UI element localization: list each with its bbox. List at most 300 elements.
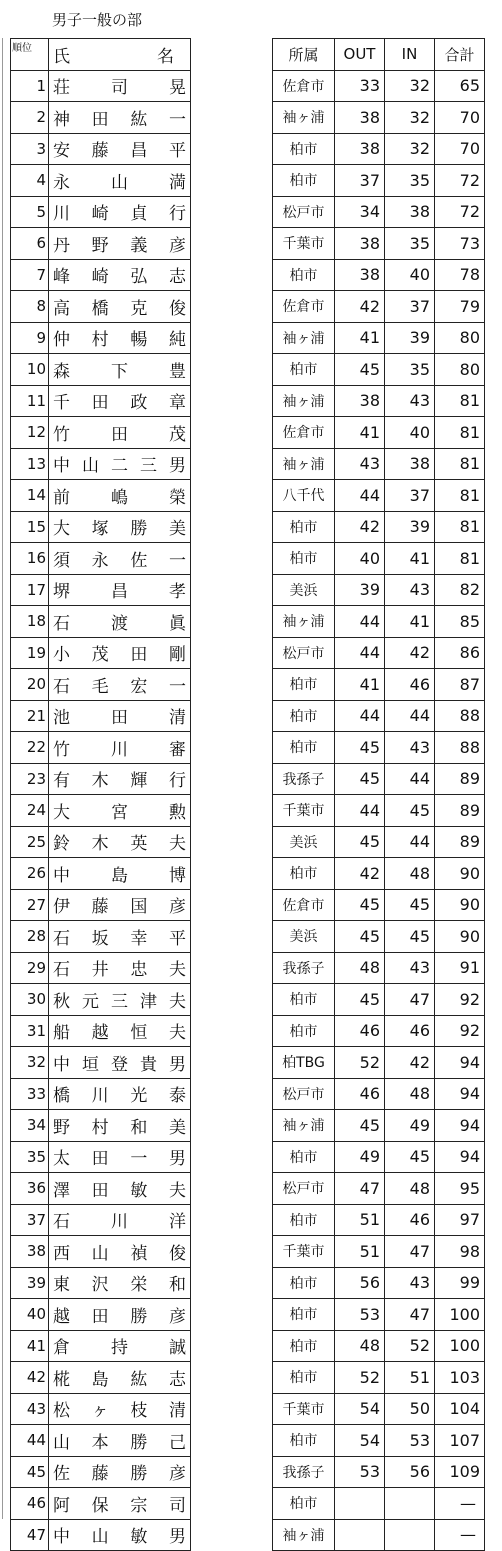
affiliation-cell: 柏市: [273, 1488, 335, 1520]
affiliation-cell: 美浜: [273, 826, 335, 858]
table-row: [11, 889, 191, 921]
name-cell: 小 茂 田 剛: [49, 637, 191, 669]
total-score-cell: 100: [435, 1330, 485, 1362]
in-score-cell: 46: [385, 669, 435, 701]
rank-cell: 10: [11, 354, 49, 386]
table-row: [273, 1425, 485, 1457]
in-score-cell: 40: [385, 259, 435, 291]
rank-cell: 3: [11, 133, 49, 165]
rank-cell: 32: [11, 1047, 49, 1079]
name-cell: 石 毛 宏 一: [49, 669, 191, 701]
name-cell: 前 嶋 榮: [49, 480, 191, 512]
out-score-cell: 39: [335, 574, 385, 606]
name-cell: 石 渡 眞: [49, 606, 191, 638]
affiliation-cell: 千葉市: [273, 228, 335, 260]
total-score-cell: 94: [435, 1110, 485, 1142]
table-row: [11, 543, 191, 575]
name-cell: 中 垣 登 貴 男: [49, 1047, 191, 1079]
out-score-cell: 38: [335, 385, 385, 417]
name-cell: 竹 川 審: [49, 732, 191, 764]
in-score-cell: 46: [385, 1015, 435, 1047]
name-cell: 椛 島 紘 志: [49, 1362, 191, 1394]
out-score-cell: 52: [335, 1047, 385, 1079]
affiliation-cell: 袖ヶ浦: [273, 385, 335, 417]
rank-cell: 31: [11, 1015, 49, 1047]
rank-cell: 39: [11, 1267, 49, 1299]
affiliation-cell: 袖ヶ浦: [273, 448, 335, 480]
name-cell: 森 下 豊: [49, 354, 191, 386]
affiliation-cell: 柏市: [273, 1267, 335, 1299]
rank-cell: 28: [11, 921, 49, 953]
out-score-cell: 48: [335, 1330, 385, 1362]
name-cell: 須 永 佐 一: [49, 543, 191, 575]
in-score-cell: 48: [385, 1173, 435, 1205]
table-row: [11, 1141, 191, 1173]
in-score-cell: 35: [385, 228, 435, 260]
in-score-cell: 38: [385, 448, 435, 480]
table-row: [11, 70, 191, 102]
rank-cell: 8: [11, 291, 49, 323]
affiliation-cell: 松戸市: [273, 196, 335, 228]
table-row: [273, 1519, 485, 1551]
name-cell: 竹 田 茂: [49, 417, 191, 449]
name-cell: 大 宮 勲: [49, 795, 191, 827]
in-score-cell: 32: [385, 133, 435, 165]
out-score-cell: 48: [335, 952, 385, 984]
total-score-cell: 94: [435, 1078, 485, 1110]
name-cell: 鈴 木 英 夫: [49, 826, 191, 858]
name-cell: 高 橋 克 俊: [49, 291, 191, 323]
out-score-cell: 46: [335, 1078, 385, 1110]
in-score-cell: [385, 1488, 435, 1520]
out-score-cell: 46: [335, 1015, 385, 1047]
table-row: [11, 1519, 191, 1551]
table-row: [273, 606, 485, 638]
header-out: OUT: [335, 39, 385, 71]
table-header-row: [273, 39, 485, 71]
name-cell: 池 田 清: [49, 700, 191, 732]
table-row: [11, 228, 191, 260]
in-score-cell: 32: [385, 70, 435, 102]
name-cell: 石 川 洋: [49, 1204, 191, 1236]
out-score-cell: 38: [335, 133, 385, 165]
affiliation-cell: 柏市: [273, 354, 335, 386]
table-row: [11, 1330, 191, 1362]
results-score-table: [272, 38, 485, 1551]
affiliation-cell: 柏市: [273, 1015, 335, 1047]
name-cell: 橋 川 光 泰: [49, 1078, 191, 1110]
page-edge-line: [2, 38, 3, 1519]
affiliation-cell: 美浜: [273, 921, 335, 953]
out-score-cell: 51: [335, 1204, 385, 1236]
table-row: [11, 637, 191, 669]
affiliation-cell: 我孫子: [273, 763, 335, 795]
out-score-cell: 41: [335, 669, 385, 701]
rank-cell: 24: [11, 795, 49, 827]
table-row: [273, 700, 485, 732]
affiliation-cell: 柏市: [273, 1299, 335, 1331]
total-score-cell: —: [435, 1488, 485, 1520]
table-row: [11, 1488, 191, 1520]
table-row: [273, 732, 485, 764]
rank-cell: 42: [11, 1362, 49, 1394]
table-row: [273, 574, 485, 606]
total-score-cell: 65: [435, 70, 485, 102]
in-score-cell: 41: [385, 543, 435, 575]
total-score-cell: 81: [435, 448, 485, 480]
table-row: [11, 1425, 191, 1457]
affiliation-cell: 美浜: [273, 574, 335, 606]
name-cell: 山 本 勝 己: [49, 1425, 191, 1457]
in-score-cell: 49: [385, 1110, 435, 1142]
in-score-cell: 45: [385, 889, 435, 921]
rank-cell: 18: [11, 606, 49, 638]
table-row: [11, 952, 191, 984]
affiliation-cell: 佐倉市: [273, 417, 335, 449]
affiliation-cell: 袖ヶ浦: [273, 1110, 335, 1142]
total-score-cell: 70: [435, 102, 485, 134]
rank-cell: 22: [11, 732, 49, 764]
header-in: IN: [385, 39, 435, 71]
rank-cell: 40: [11, 1299, 49, 1331]
in-score-cell: 32: [385, 102, 435, 134]
in-score-cell: 45: [385, 795, 435, 827]
table-row: [11, 826, 191, 858]
affiliation-cell: 千葉市: [273, 1236, 335, 1268]
in-score-cell: 44: [385, 826, 435, 858]
affiliation-cell: 松戸市: [273, 1078, 335, 1110]
in-score-cell: 48: [385, 1078, 435, 1110]
table-row: [273, 763, 485, 795]
total-score-cell: 103: [435, 1362, 485, 1394]
affiliation-cell: 袖ヶ浦: [273, 102, 335, 134]
total-score-cell: 78: [435, 259, 485, 291]
table-row: [273, 322, 485, 354]
rank-cell: 33: [11, 1078, 49, 1110]
table-row: [273, 669, 485, 701]
name-cell: 中 山 二 三 男: [49, 448, 191, 480]
table-row: [11, 1299, 191, 1331]
table-row: [11, 1267, 191, 1299]
total-score-cell: 79: [435, 291, 485, 323]
total-score-cell: 97: [435, 1204, 485, 1236]
table-row: [11, 480, 191, 512]
out-score-cell: 33: [335, 70, 385, 102]
out-score-cell: 37: [335, 165, 385, 197]
table-row: [11, 102, 191, 134]
affiliation-cell: 柏TBG: [273, 1047, 335, 1079]
in-score-cell: 50: [385, 1393, 435, 1425]
out-score-cell: 41: [335, 322, 385, 354]
table-row: [11, 1204, 191, 1236]
affiliation-cell: 袖ヶ浦: [273, 1519, 335, 1551]
rank-cell: 15: [11, 511, 49, 543]
name-cell: 大 塚 勝 美: [49, 511, 191, 543]
total-score-cell: 100: [435, 1299, 485, 1331]
table-row: [273, 259, 485, 291]
in-score-cell: 56: [385, 1456, 435, 1488]
table-row: [273, 1047, 485, 1079]
out-score-cell: 42: [335, 511, 385, 543]
table-row: [11, 385, 191, 417]
out-score-cell: 41: [335, 417, 385, 449]
table-row: [273, 1393, 485, 1425]
in-score-cell: 39: [385, 322, 435, 354]
in-score-cell: 37: [385, 291, 435, 323]
in-score-cell: 40: [385, 417, 435, 449]
table-row: [273, 795, 485, 827]
rank-cell: 46: [11, 1488, 49, 1520]
out-score-cell: 42: [335, 291, 385, 323]
rank-cell: 17: [11, 574, 49, 606]
table-row: [11, 1047, 191, 1079]
out-score-cell: 45: [335, 354, 385, 386]
out-score-cell: 44: [335, 480, 385, 512]
table-row: [11, 921, 191, 953]
table-row: [11, 858, 191, 890]
in-score-cell: 43: [385, 732, 435, 764]
out-score-cell: 53: [335, 1456, 385, 1488]
affiliation-cell: 柏市: [273, 1425, 335, 1457]
table-row: [11, 133, 191, 165]
page-title: 男子一般の部: [52, 11, 143, 29]
table-row: [11, 511, 191, 543]
affiliation-cell: 柏市: [273, 259, 335, 291]
rank-cell: 13: [11, 448, 49, 480]
table-row: [273, 1015, 485, 1047]
out-score-cell: 38: [335, 228, 385, 260]
table-row: [11, 700, 191, 732]
table-row: [11, 984, 191, 1016]
name-cell: 澤 田 敏 夫: [49, 1173, 191, 1205]
header-name: 氏名: [49, 39, 191, 71]
total-score-cell: 88: [435, 700, 485, 732]
table-row: [11, 196, 191, 228]
table-row: [273, 543, 485, 575]
affiliation-cell: 柏市: [273, 165, 335, 197]
affiliation-cell: 佐倉市: [273, 70, 335, 102]
table-row: [11, 574, 191, 606]
table-row: [273, 1267, 485, 1299]
in-score-cell: 43: [385, 952, 435, 984]
name-cell: 太 田 一 男: [49, 1141, 191, 1173]
table-row: [273, 228, 485, 260]
table-row: [11, 795, 191, 827]
rank-cell: 34: [11, 1110, 49, 1142]
affiliation-cell: 柏市: [273, 1330, 335, 1362]
out-score-cell: [335, 1488, 385, 1520]
table-row: [273, 1330, 485, 1362]
in-score-cell: 37: [385, 480, 435, 512]
table-row: [273, 1078, 485, 1110]
out-score-cell: 45: [335, 889, 385, 921]
in-score-cell: 45: [385, 1141, 435, 1173]
out-score-cell: 45: [335, 763, 385, 795]
name-cell: 野 村 和 美: [49, 1110, 191, 1142]
rank-cell: 41: [11, 1330, 49, 1362]
affiliation-cell: 松戸市: [273, 637, 335, 669]
rank-cell: 27: [11, 889, 49, 921]
total-score-cell: 72: [435, 165, 485, 197]
total-score-cell: 81: [435, 543, 485, 575]
total-score-cell: 72: [435, 196, 485, 228]
out-score-cell: 38: [335, 259, 385, 291]
rank-cell: 11: [11, 385, 49, 417]
total-score-cell: 73: [435, 228, 485, 260]
table-row: [273, 354, 485, 386]
table-row: [11, 1015, 191, 1047]
total-score-cell: 80: [435, 354, 485, 386]
out-score-cell: 51: [335, 1236, 385, 1268]
affiliation-cell: 松戸市: [273, 1173, 335, 1205]
in-score-cell: 47: [385, 984, 435, 1016]
table-row: [273, 889, 485, 921]
affiliation-cell: 柏市: [273, 1362, 335, 1394]
out-score-cell: 44: [335, 606, 385, 638]
name-cell: 峰 崎 弘 志: [49, 259, 191, 291]
name-cell: 堺 昌 孝: [49, 574, 191, 606]
in-score-cell: 45: [385, 921, 435, 953]
table-row: [273, 1204, 485, 1236]
affiliation-cell: 我孫子: [273, 952, 335, 984]
rank-cell: 2: [11, 102, 49, 134]
affiliation-cell: 佐倉市: [273, 889, 335, 921]
table-row: [273, 1299, 485, 1331]
affiliation-cell: 袖ヶ浦: [273, 606, 335, 638]
out-score-cell: 44: [335, 795, 385, 827]
total-score-cell: —: [435, 1519, 485, 1551]
table-row: [273, 385, 485, 417]
out-score-cell: 44: [335, 637, 385, 669]
table-row: [273, 448, 485, 480]
total-score-cell: 94: [435, 1047, 485, 1079]
rank-cell: 19: [11, 637, 49, 669]
affiliation-cell: 柏市: [273, 1141, 335, 1173]
rank-cell: 16: [11, 543, 49, 575]
affiliation-cell: 柏市: [273, 700, 335, 732]
out-score-cell: 54: [335, 1393, 385, 1425]
rank-cell: 14: [11, 480, 49, 512]
table-row: [11, 1173, 191, 1205]
in-score-cell: 47: [385, 1299, 435, 1331]
total-score-cell: 95: [435, 1173, 485, 1205]
out-score-cell: 38: [335, 102, 385, 134]
table-row: [273, 984, 485, 1016]
out-score-cell: 56: [335, 1267, 385, 1299]
affiliation-cell: 八千代: [273, 480, 335, 512]
table-row: [273, 165, 485, 197]
affiliation-cell: 袖ヶ浦: [273, 322, 335, 354]
rank-cell: 36: [11, 1173, 49, 1205]
in-score-cell: 44: [385, 763, 435, 795]
in-score-cell: 51: [385, 1362, 435, 1394]
affiliation-cell: 柏市: [273, 511, 335, 543]
table-row: [273, 1173, 485, 1205]
rank-cell: 20: [11, 669, 49, 701]
name-cell: 千 田 政 章: [49, 385, 191, 417]
in-score-cell: 46: [385, 1204, 435, 1236]
name-cell: 仲 村 暢 純: [49, 322, 191, 354]
affiliation-cell: 千葉市: [273, 795, 335, 827]
table-row: [273, 102, 485, 134]
table-row: [11, 448, 191, 480]
rank-cell: 12: [11, 417, 49, 449]
table-row: [273, 1362, 485, 1394]
table-row: [273, 196, 485, 228]
in-score-cell: 43: [385, 1267, 435, 1299]
out-score-cell: 53: [335, 1299, 385, 1331]
rank-cell: 6: [11, 228, 49, 260]
affiliation-cell: 千葉市: [273, 1393, 335, 1425]
in-score-cell: 52: [385, 1330, 435, 1362]
in-score-cell: 47: [385, 1236, 435, 1268]
name-cell: 石 坂 幸 平: [49, 921, 191, 953]
table-row: [273, 133, 485, 165]
affiliation-cell: 佐倉市: [273, 291, 335, 323]
total-score-cell: 92: [435, 1015, 485, 1047]
name-cell: 神 田 紘 一: [49, 102, 191, 134]
in-score-cell: 48: [385, 858, 435, 890]
table-row: [11, 669, 191, 701]
name-cell: 船 越 恒 夫: [49, 1015, 191, 1047]
affiliation-cell: 柏市: [273, 1204, 335, 1236]
name-cell: 中 島 博: [49, 858, 191, 890]
table-row: [273, 637, 485, 669]
total-score-cell: 85: [435, 606, 485, 638]
name-cell: 永 山 満: [49, 165, 191, 197]
name-cell: 中 山 敏 男: [49, 1519, 191, 1551]
rank-cell: 47: [11, 1519, 49, 1551]
rank-cell: 5: [11, 196, 49, 228]
out-score-cell: 54: [335, 1425, 385, 1457]
affiliation-cell: 柏市: [273, 133, 335, 165]
name-cell: 石 井 忠 夫: [49, 952, 191, 984]
name-cell: 安 藤 昌 平: [49, 133, 191, 165]
name-cell: 丹 野 義 彦: [49, 228, 191, 260]
out-score-cell: 45: [335, 1110, 385, 1142]
out-score-cell: 45: [335, 921, 385, 953]
rank-cell: 38: [11, 1236, 49, 1268]
table-row: [11, 1110, 191, 1142]
rank-cell: 23: [11, 763, 49, 795]
affiliation-cell: 柏市: [273, 858, 335, 890]
total-score-cell: 81: [435, 511, 485, 543]
out-score-cell: 45: [335, 732, 385, 764]
total-score-cell: 92: [435, 984, 485, 1016]
name-cell: 荘 司 晃: [49, 70, 191, 102]
rank-cell: 29: [11, 952, 49, 984]
out-score-cell: [335, 1519, 385, 1551]
name-cell: 佐 藤 勝 彦: [49, 1456, 191, 1488]
affiliation-cell: 柏市: [273, 669, 335, 701]
table-row: [273, 1456, 485, 1488]
table-row: [11, 1362, 191, 1394]
table-row: [11, 417, 191, 449]
table-row: [11, 354, 191, 386]
rank-cell: 25: [11, 826, 49, 858]
table-header-row: [11, 39, 191, 71]
total-score-cell: 86: [435, 637, 485, 669]
affiliation-cell: 柏市: [273, 732, 335, 764]
total-score-cell: 107: [435, 1425, 485, 1457]
out-score-cell: 42: [335, 858, 385, 890]
in-score-cell: 41: [385, 606, 435, 638]
in-score-cell: 43: [385, 385, 435, 417]
total-score-cell: 90: [435, 858, 485, 890]
name-cell: 西 山 禎 俊: [49, 1236, 191, 1268]
in-score-cell: 42: [385, 637, 435, 669]
name-cell: 伊 藤 国 彦: [49, 889, 191, 921]
